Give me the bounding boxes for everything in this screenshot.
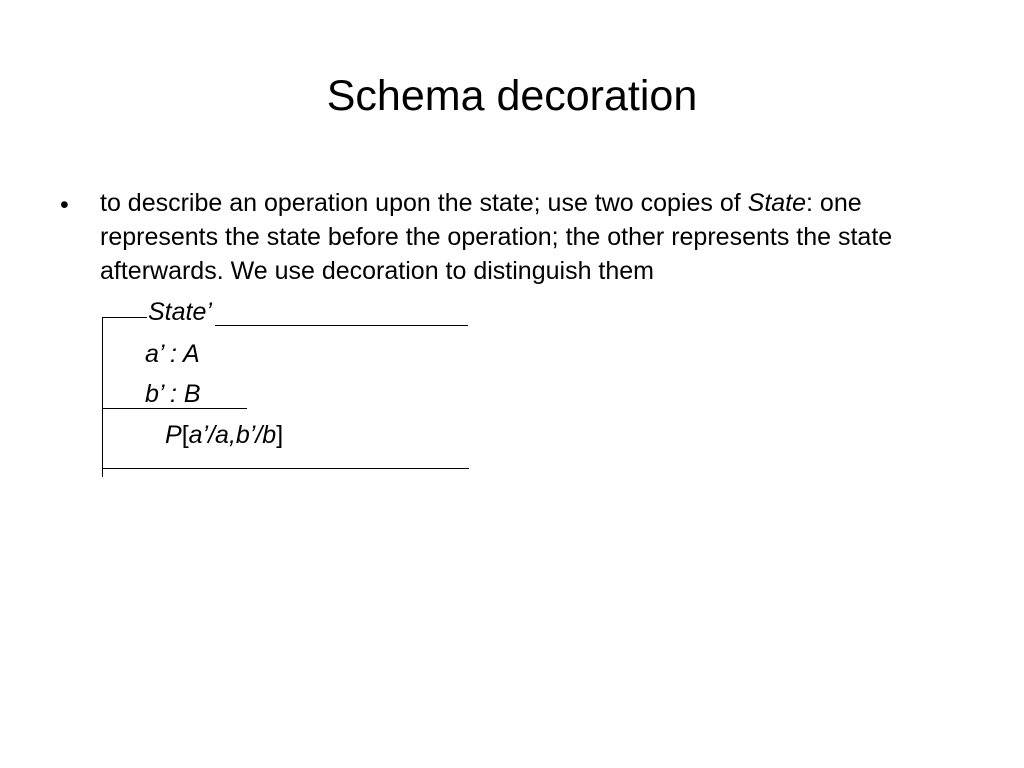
- bullet-text-start: to describe an operation upon the state; use two copies of: [100, 189, 748, 217]
- schema-declaration-a: a’ : A: [145, 340, 200, 368]
- schema-name: State’: [148, 298, 212, 326]
- predicate-substitution: a’/a,b’/b: [188, 421, 277, 449]
- schema-left-rule: [102, 317, 103, 477]
- slide-title: Schema decoration: [326, 72, 698, 120]
- schema-predicate: [165, 420, 283, 450]
- schema-top-rule-left: [102, 317, 147, 318]
- predicate-name: P: [165, 421, 182, 449]
- bullet-text-state-term: State: [747, 189, 807, 217]
- schema-bottom-rule: [102, 468, 469, 469]
- bullet-text-end: : one represents the state before the operation; the other represents the state afterwards. We use decoration to distinguish them: [100, 189, 893, 285]
- bullet-text: [100, 186, 980, 288]
- predicate-open-bracket: [: [181, 421, 189, 449]
- bullet-marker: •: [60, 191, 69, 219]
- predicate-close-bracket: ]: [276, 421, 284, 449]
- schema-top-rule-right: [215, 325, 468, 326]
- schema-declaration-b: b’ : B: [145, 380, 201, 408]
